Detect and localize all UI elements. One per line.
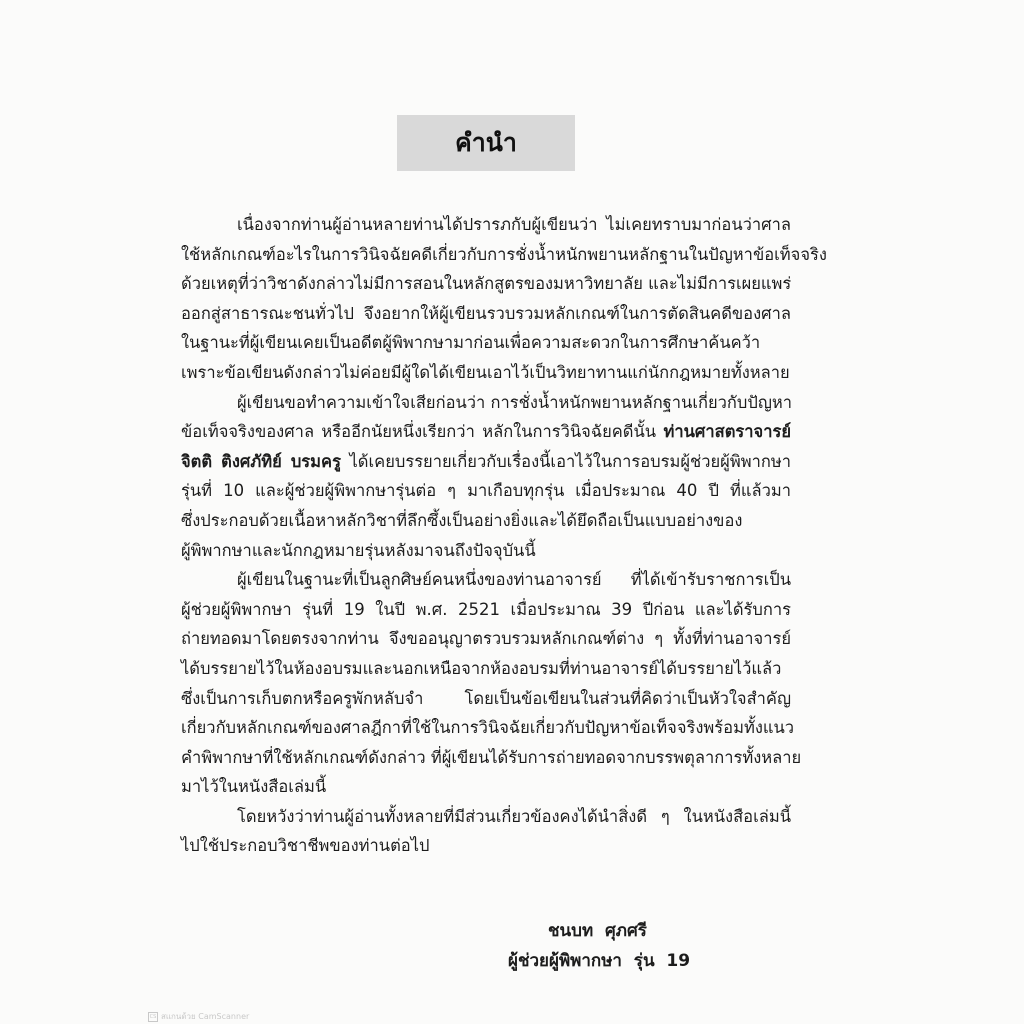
- foreword-body: [181, 210, 827, 861]
- text-line: ซึ่งประกอบด้วยเนื้อหาหลักวิชาที่ลึกซึ้งเป็นอย่างยิ่งและได้ยึดถือเป็นแบบอย่างของ: [181, 510, 743, 530]
- text-segment: ได้เคยบรรยายเกี่ยวกับเรื่องนี้เอาไว้ในการอบรมผู้ช่วยผู้พิพากษา: [349, 451, 792, 471]
- text-line: ผู้เขียนขอทำความเข้าใจเสียก่อนว่า การชั่งน้ำหนักพยานหลักฐานเกี่ยวกับปัญหา: [237, 392, 793, 412]
- text-line: รุ่นที่ 10 และผู้ช่วยผู้พิพากษารุ่นต่อ ๆ มาเกือบทุกรุ่น เมื่อประมาณ 40 ปี ที่แล้วมา: [181, 481, 791, 501]
- signature-position: ผู้ช่วยผู้พิพากษา รุ่น 19: [508, 951, 691, 971]
- text-line: ผู้พิพากษาและนักกฎหมายรุ่นหลังมาจนถึงปัจจุบันนี้: [181, 540, 536, 560]
- text-line: คำพิพากษาที่ใช้หลักเกณฑ์ดังกล่าว ที่ผู้เขียนได้รับการถ่ายทอดจากบรรพตุลาการทั้งหลาย: [181, 747, 802, 767]
- watermark-text: สแกนด้วย CamScanner: [161, 1012, 250, 1021]
- title-box: [397, 115, 575, 171]
- text-line: ซึ่งเป็นการเก็บตกหรือครูพักหลับจำ โดยเป็นข้อเขียนในส่วนที่คิดว่าเป็นหัวใจสำคัญ: [181, 688, 791, 708]
- text-segment: ข้อเท็จจริงของศาล หรืออีกนัยหนึ่งเรียกว่า หลักในการวินิจฉัยคดีนั้น: [181, 422, 657, 442]
- text-line: ด้วยเหตุที่ว่าวิชาดังกล่าวไม่มีการสอนในหลักสูตรของมหาวิทยาลัย และไม่มีการเผยแพร่: [181, 274, 792, 294]
- text-line: เพราะข้อเขียนดังกล่าวไม่ค่อยมีผู้ใดได้เขียนเอาไว้เป็นวิทยาทานแก่นักกฎหมายทั้งหลาย: [181, 362, 790, 382]
- page-title: คำนำ: [455, 128, 517, 157]
- text-line: ไปใช้ประกอบวิชาชีพของท่านต่อไป: [181, 836, 430, 856]
- text-line: ออกสู่สาธารณะชนทั่วไป จึงอยากให้ผู้เขียนรวบรวมหลักเกณฑ์ในการตัดสินคดีของศาล: [181, 303, 791, 323]
- bold-name-title: ท่านศาสตราจารย์: [663, 422, 792, 442]
- bold-name: จิตติ ติงศภัทิย์ บรมครู: [181, 451, 341, 471]
- text-line: โดยหวังว่าท่านผู้อ่านทั้งหลายที่มีส่วนเกี่ยวข้องคงได้นำสิ่งดี ๆ ในหนังสือเล่มนี้: [237, 806, 791, 826]
- text-line: ถ่ายทอดมาโดยตรงจากท่าน จึงขออนุญาตรวบรวมหลักเกณฑ์ต่าง ๆ ทั้งที่ท่านอาจารย์: [181, 629, 791, 649]
- text-line: มาไว้ในหนังสือเล่มนี้: [181, 777, 327, 797]
- text-line: ในฐานะที่ผู้เขียนเคยเป็นอดีตผู้พิพากษามาก่อนเพื่อความสะดวกในการศึกษาค้นคว้า: [181, 333, 761, 353]
- text-line: ใช้หลักเกณฑ์อะไรในการวินิจฉัยคดีเกี่ยวกับการชั่งน้ำหนักพยานหลักฐานในปัญหาข้อเท็จจริง: [181, 244, 827, 264]
- text-line: เนื่องจากท่านผู้อ่านหลายท่านได้ปรารภกับผู้เขียนว่า ไม่เคยทราบมาก่อนว่าศาล: [237, 215, 791, 234]
- text-line: [181, 417, 791, 447]
- text-line: ผู้ช่วยผู้พิพากษา รุ่นที่ 19 ในปี พ.ศ. 2521 เมื่อประมาณ 39 ปีก่อน และได้รับการ: [181, 599, 791, 619]
- text-line: ผู้เขียนในฐานะที่เป็นลูกศิษย์คนหนึ่งของท่านอาจารย์ ที่ได้เข้ารับราชการเป็น: [237, 570, 791, 590]
- text-line: ได้บรรยายไว้ในห้องอบรมและนอกเหนือจากห้องอบรมที่ท่านอาจารย์ได้บรรยายไว้แล้ว: [181, 658, 782, 678]
- scanner-watermark: [148, 1010, 249, 1023]
- text-line: เกี่ยวกับหลักเกณฑ์ของศาลฎีกาที่ใช้ในการวินิจฉัยเกี่ยวกับปัญหาข้อเท็จจริงพร้อมทั้งแนว: [181, 718, 795, 738]
- signature-name: ชนบท ศุภศรี: [548, 921, 647, 941]
- text-line: [181, 447, 791, 477]
- camscanner-logo-icon: CS: [149, 1013, 157, 1020]
